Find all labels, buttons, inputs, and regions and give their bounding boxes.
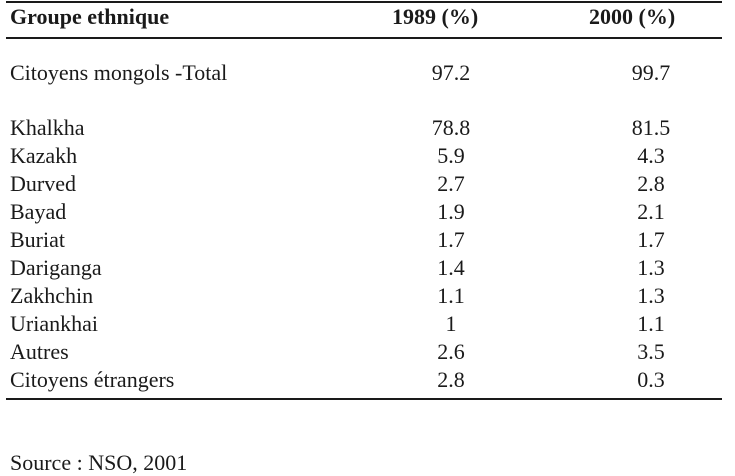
row-2000-value: 99.7 [631, 60, 671, 85]
table-row [6, 339, 722, 367]
row-name: Bayad [10, 199, 67, 224]
table-row [6, 60, 722, 88]
row-2000-value: 4.3 [637, 143, 665, 168]
row-name: Kazakh [10, 143, 78, 168]
row-1989-value: 1.9 [437, 199, 465, 224]
table-row [6, 115, 722, 143]
row-2000-value: 1.1 [637, 311, 665, 336]
row-name: Autres [10, 339, 69, 364]
table-header-rule [6, 37, 722, 39]
row-name: Citoyens étrangers [10, 367, 175, 392]
row-1989-value: 2.6 [437, 339, 465, 364]
row-2000-value: 2.1 [637, 199, 665, 224]
row-1989-value: 5.9 [437, 143, 465, 168]
row-name: Citoyens mongols -Total [10, 60, 228, 85]
source-note: Source : NSO, 2001 [10, 450, 188, 475]
row-2000-value: 1.7 [637, 227, 665, 252]
row-1989-value: 97.2 [431, 60, 471, 85]
header-2000: 2000 (%) [589, 4, 676, 29]
header-1989: 1989 (%) [392, 4, 479, 29]
table-row [6, 199, 722, 227]
table-row [6, 255, 722, 283]
row-1989-value: 1 [445, 311, 457, 336]
row-1989-value: 2.7 [437, 171, 465, 196]
row-name: Dariganga [10, 255, 102, 280]
row-1989-value: 2.8 [437, 367, 465, 392]
row-2000-value: 1.3 [637, 255, 665, 280]
table-row [6, 227, 722, 255]
ethnic-groups-table [6, 0, 722, 392]
table-bottom-rule [6, 398, 722, 400]
row-name: Durved [10, 171, 76, 196]
row-2000-value: 2.8 [637, 171, 665, 196]
row-2000-value: 0.3 [637, 367, 665, 392]
table-header-row [6, 0, 722, 38]
row-2000-value: 81.5 [631, 115, 671, 140]
row-name: Uriankhai [10, 311, 98, 336]
table-row [6, 311, 722, 339]
table-row [6, 367, 722, 395]
table-row [6, 283, 722, 311]
row-name: Buriat [10, 227, 65, 252]
row-name: Zakhchin [10, 283, 94, 308]
row-2000-value: 1.3 [637, 283, 665, 308]
header-ethnic-group: Groupe ethnique [10, 4, 170, 29]
row-2000-value: 3.5 [637, 339, 665, 364]
row-1989-value: 78.8 [431, 115, 471, 140]
row-1989-value: 1.4 [437, 255, 465, 280]
row-name: Khalkha [10, 115, 85, 140]
table-row [6, 171, 722, 199]
row-1989-value: 1.7 [437, 227, 465, 252]
table-row [6, 143, 722, 171]
row-1989-value: 1.1 [437, 283, 465, 308]
